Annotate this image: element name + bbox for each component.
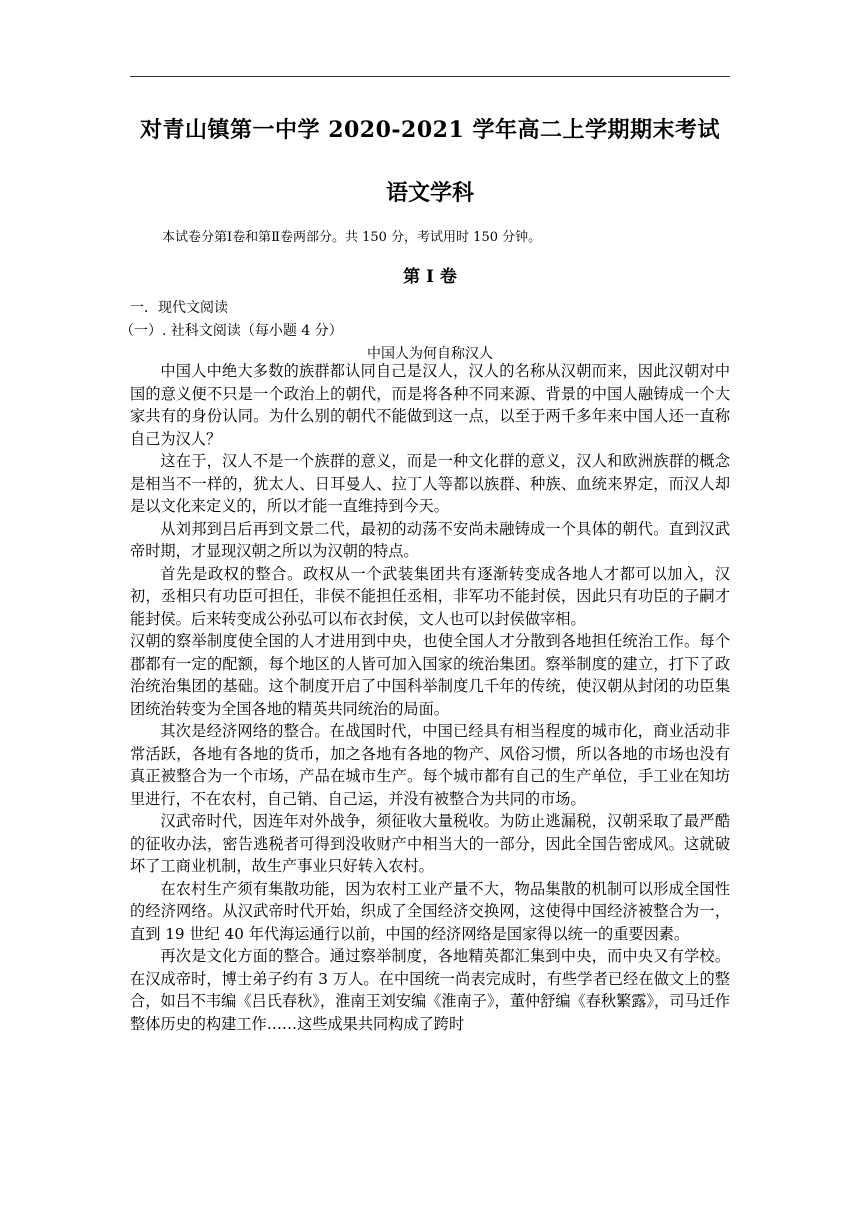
section-title: 第 Ⅰ 卷: [403, 267, 457, 287]
article-paragraph: 这在于，汉人不是一个族群的意义，而是一种文化群的意义，汉人和欧洲族群的概念是相当不一样的，犹太人、日耳曼人、拉丁人等都以族群、种族、血统来界定，而汉人却是以文化来定义的，所以才能一直维持到今天。: [130, 452, 730, 515]
subject-title: 语文学科: [385, 180, 474, 206]
exam-title: 对青山镇第一中学 2020-2021 学年高二上学期期末考试: [140, 117, 720, 143]
article-paragraph: 首先是政权的整合。政权从一个武装集团共有逐渐转变成各地人才都可以加入，汉初，丞相只有功臣可担任，非侯不能担任丞相，非军功不能封侯，因此只有功臣的子嗣才能封侯。后来转变成公孙弘可以布衣封侯，文人也可以封侯做宰相。: [130, 564, 730, 628]
article-paragraph: 在农村生产须有集散功能，因为农村工业产量不大，物品集散的机制可以形成全国性的经济网络。从汉武帝时代开始，织成了全国经济交换网，这使得中国经济被整合为一，直到 19 世纪 40 年代海运通行以前，中国的经济网络是国家得以统一的重要因素。: [130, 879, 730, 943]
article-paragraph: 中国人中绝大多数的族群都认同自己是汉人，汉人的名称从汉朝而来，因此汉朝对中国的意义便不只是一个政治上的朝代，而是将各种不同来源、背景的中国人融铸成一个大家共有的身份认同。为什么别的朝代不能做到这一点，以至于两千多年来中国人还一直称自己为汉人？: [130, 362, 730, 448]
article-paragraph: 再次是文化方面的整合。通过察举制度，各地精英都汇集到中央，而中央又有学校。在汉成帝时，博士弟子约有 3 万人。在中国统一尚表完成时，有些学者已经在做文上的整合，如吕不韦编《吕氏春秋》，淮南王刘安编《淮南子》，董仲舒编《春秋繁露》，司马迁作整体历史的构建工作……这些成果共同构成了跨时: [130, 947, 730, 1033]
subpart-heading: （一）. 社科文阅读（每小题 4 分）: [120, 323, 343, 339]
article-title: 中国人为何自称汉人: [367, 346, 493, 362]
article-paragraph: 汉武帝时代，因连年对外战争，须征收大量税收。为防止逃漏税，汉朝采取了最严酷的征收办法，密告逃税者可得到没收财产中相当大的一部分，因此全国告密成风。这就破坏了工商业机制，故生产事业只好转入农村。: [130, 812, 730, 875]
article-body: [130, 360, 730, 1035]
header-rule: [130, 76, 730, 77]
article-paragraph: 从刘邦到吕后再到文景二代，最初的动荡不安尚未融铸成一个具体的朝代。直到汉武帝时期，才显现汉朝之所以为汉朝的特点。: [130, 519, 730, 560]
article-paragraph: 其次是经济网络的整合。在战国时代，中国已经具有相当程度的城市化，商业活动非常活跃，各地有各地的货币，加之各地有各地的物产、风俗习惯，所以各地的市场也没有真正被整合为一个市场，产品在城市生产。每个城市都有自己的生产单位，手工业在知坊里进行，不在农村，自己销、自己运，并没有被整合为共同的市场。: [130, 722, 730, 808]
article-paragraph: 汉朝的察举制度使全国的人才进用到中央，也使全国人才分散到各地担任统治工作。每个郡都有一定的配额，每个地区的人皆可加入国家的统治集团。察举制度的建立，打下了政治统治集团的基础。这个制度开启了中国科举制度几千年的传统，使汉朝从封闭的功臣集团统治转变为全国各地的精英共同统治的局面。: [130, 632, 730, 718]
exam-note: 本试卷分第Ⅰ卷和第Ⅱ卷两部分。共 150 分，考试用时 150 分钟。: [162, 230, 542, 245]
part-heading: 一．现代文阅读: [130, 300, 228, 316]
